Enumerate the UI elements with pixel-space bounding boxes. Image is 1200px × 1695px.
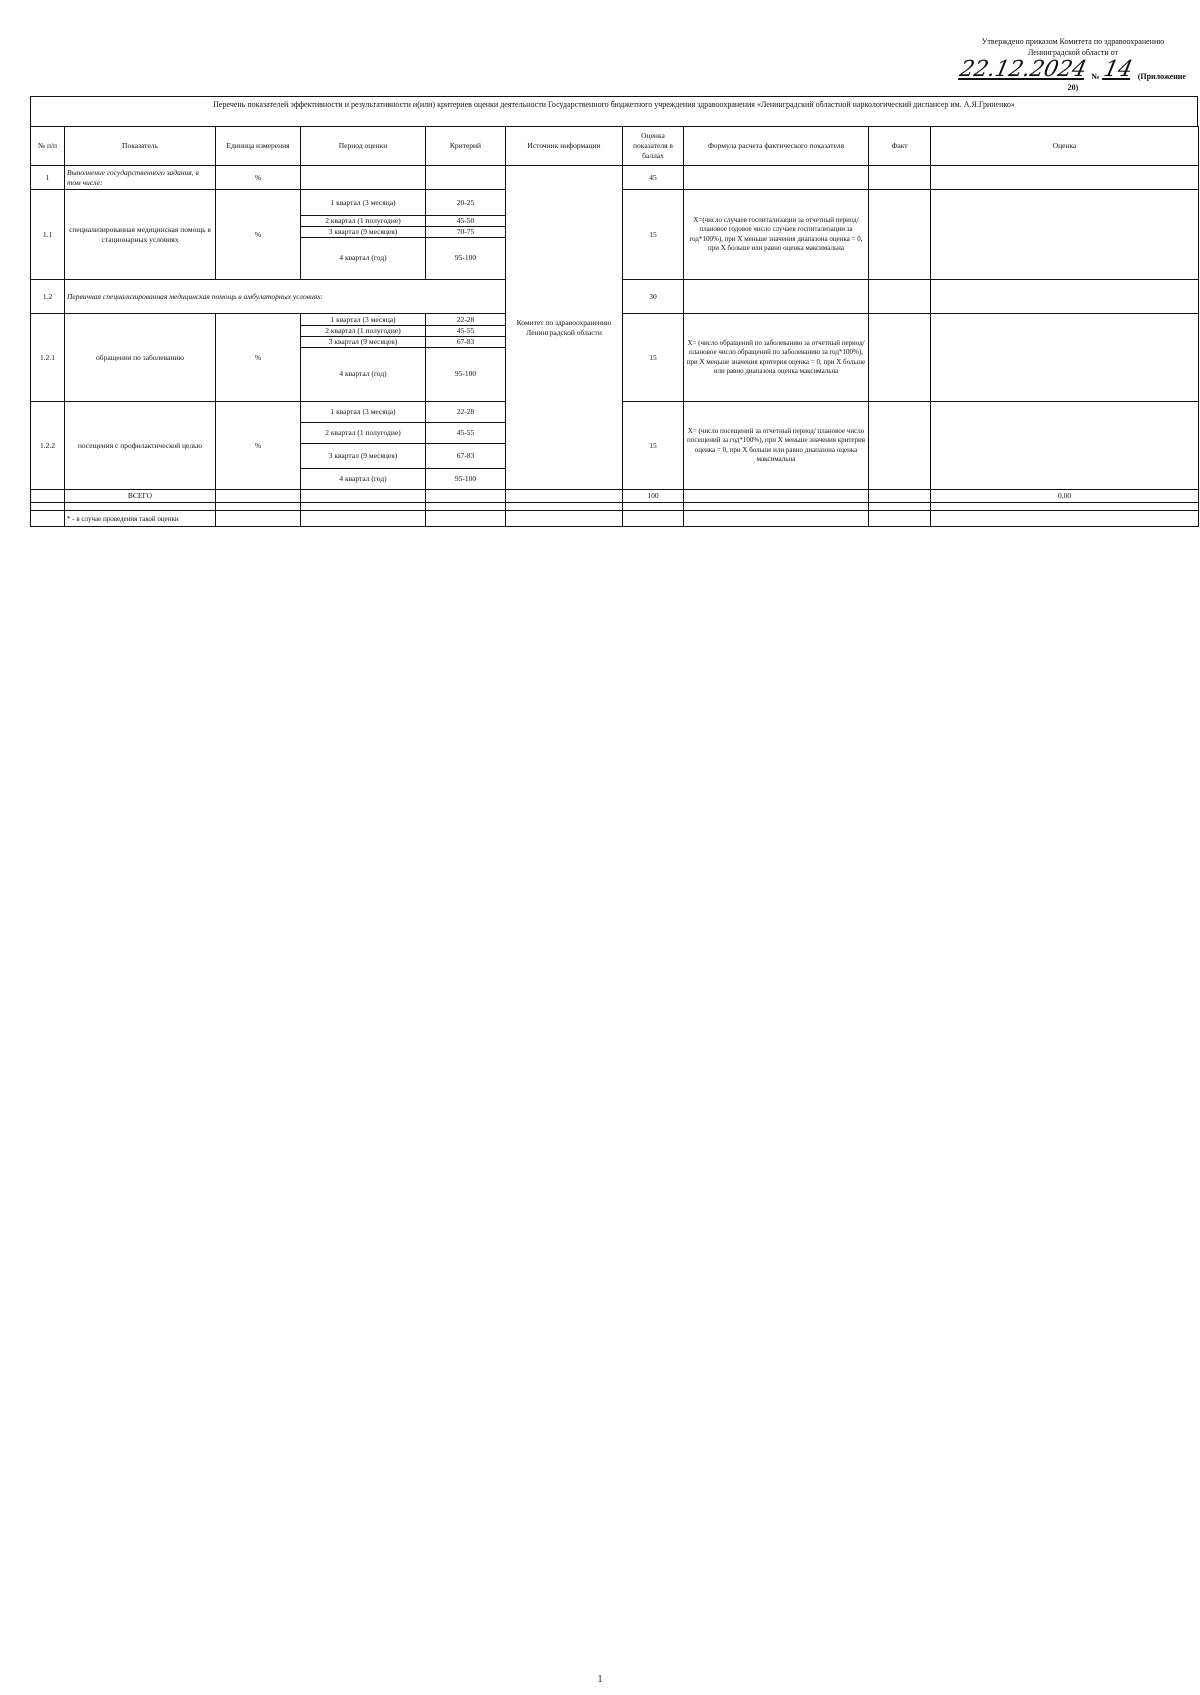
table-header-row	[31, 127, 1199, 166]
approval-line-2: Ленинградской области от	[1027, 48, 1119, 57]
row-indicator: посещения с профилактической целью	[65, 402, 216, 490]
criterion-item: 95-100	[454, 253, 477, 262]
row-period-list	[301, 190, 426, 280]
row-criterion-list	[426, 402, 506, 490]
criterion-item: 45-55	[426, 326, 505, 337]
row-unit: %	[216, 190, 301, 280]
row-num: 1.2	[31, 280, 65, 314]
criterion-item: 67-83	[426, 444, 505, 469]
row-grade	[931, 190, 1199, 280]
indicators-table	[30, 126, 1199, 527]
header-unit: Единица измерения	[216, 127, 301, 166]
period-item: 1 квартал (3 месяца)	[301, 402, 425, 423]
row-num: 1.2.2	[31, 402, 65, 490]
row-num: 1	[31, 166, 65, 190]
spacer-row	[31, 503, 1199, 511]
period-item: 1 квартал (3 месяца)	[301, 191, 425, 216]
approval-annex: (Приложение	[1137, 72, 1186, 81]
approval-stamp	[957, 36, 1186, 93]
criterion-item: 22-28	[426, 402, 505, 423]
row-unit: %	[216, 314, 301, 402]
header-score: Оценка показателя в баллах	[623, 127, 684, 166]
period-item: 1 квартал (3 месяца)	[301, 315, 425, 326]
period-item: 4 квартал (год)	[339, 369, 387, 378]
period-item: 2 квартал (1 полугодие)	[301, 216, 425, 227]
total-row	[31, 490, 1199, 503]
period-item: 2 квартал (1 полугодие)	[301, 326, 425, 337]
row-criterion-list	[426, 190, 506, 280]
row-indicator: Первичная специализированная медицинская помощь в амбулаторных условиях:	[65, 280, 506, 314]
criterion-item: 95-100	[454, 474, 477, 483]
row-fact	[869, 280, 931, 314]
period-item: 3 квартал (9 месяцев)	[301, 444, 425, 469]
page-number: 1	[597, 1674, 603, 1685]
approval-line-1: Утверждено приказом Комитета по здравоохранению	[981, 37, 1165, 46]
row-fact	[869, 314, 931, 402]
approval-number-label: №	[1091, 72, 1100, 81]
criterion-item: 45-50	[426, 216, 505, 227]
period-item: 3 квартал (9 месяцев)	[301, 227, 425, 238]
footnote-row	[31, 511, 1199, 527]
row-formula: Х= (число обращений по заболеванию за отчетный период/ плановое число обращений по заболеванию за год*100%), при Х меньше значения критерия оценка = 0, при Х больше или равно диапазона оценка максимальна	[684, 314, 869, 402]
row-fact	[869, 190, 931, 280]
criterion-item: 22-28	[426, 315, 505, 326]
criterion-item: 95-100	[454, 369, 477, 378]
total-grade: 0,00	[931, 490, 1199, 503]
table-row	[31, 166, 1199, 190]
period-item: 4 квартал (год)	[339, 253, 387, 262]
header-num: № п/п	[31, 127, 65, 166]
footnote: * - в случае проведения такой оценки	[65, 511, 216, 527]
row-criterion-list	[426, 314, 506, 402]
header-criterion: Критерий	[426, 127, 506, 166]
row-score: 30	[623, 280, 684, 314]
period-item: 3 квартал (9 месяцев)	[301, 337, 425, 348]
period-item: 4 квартал (год)	[339, 474, 387, 483]
total-score: 100	[623, 490, 684, 503]
criterion-item: 70-75	[426, 227, 505, 238]
row-fact	[869, 402, 931, 490]
approval-order-row	[957, 57, 1186, 82]
row-score: 15	[623, 402, 684, 490]
header-indicator: Показатель	[65, 127, 216, 166]
approval-number-value: 14	[1101, 57, 1136, 82]
header-formula: Формула расчета фактического показателя	[684, 127, 869, 166]
criterion-item: 45-55	[426, 423, 505, 444]
row-period-list	[301, 314, 426, 402]
row-score: 15	[623, 190, 684, 280]
header-source: Источник информации	[506, 127, 623, 166]
row-unit: %	[216, 166, 301, 190]
row-score: 15	[623, 314, 684, 402]
row-grade	[931, 280, 1199, 314]
criterion-item: 67-83	[426, 337, 505, 348]
row-num: 1.1	[31, 190, 65, 280]
row-formula	[684, 166, 869, 190]
approval-signature-date: 22.12.2024	[957, 57, 1089, 82]
row-indicator: обращения по заболеванию	[65, 314, 216, 402]
approval-annex-number: 20)	[1067, 83, 1079, 92]
row-criterion	[426, 166, 506, 190]
row-formula: Х=(число случаев госпитализации за отчетный период/ плановое годовое число случаев госпитализации за год*100%), при Х меньше значения диапазона оценка = 0, при Х больше или равно оценка максимальна	[684, 190, 869, 280]
row-grade	[931, 166, 1199, 190]
period-item: 2 квартал (1 полугодие)	[301, 423, 425, 444]
row-period	[301, 166, 426, 190]
header-fact: Факт	[869, 127, 931, 166]
row-grade	[931, 402, 1199, 490]
row-formula: Х= (число посещений за отчетный период/ плановое число посещений за год*100%), при Х меньше значения критерия оценка = 0, при Х больше или равно диапазона оценка максимальна	[684, 402, 869, 490]
row-num: 1.2.1	[31, 314, 65, 402]
document-title: Перечень показателей эффективности и результативности и(или) критериев оценки деятельности Государственного бюджетного учреждения здравоохранения «Ленинградский областной наркологический диспансер им. А.Я.Гриненко»	[30, 96, 1198, 126]
header-period: Период оценки	[301, 127, 426, 166]
row-source: Комитет по здравоохранению Ленинградской области	[506, 166, 623, 490]
criterion-item: 20-25	[426, 191, 505, 216]
row-period-list	[301, 402, 426, 490]
row-unit: %	[216, 402, 301, 490]
row-score: 45	[623, 166, 684, 190]
row-indicator: специализированная медицинская помощь в стационарных условиях	[65, 190, 216, 280]
row-indicator: Выполнение государственного задания, в том числе:	[65, 166, 216, 190]
total-label: ВСЕГО	[65, 490, 216, 503]
row-formula	[684, 280, 869, 314]
total-num	[31, 490, 65, 503]
header-grade: Оценка	[931, 127, 1199, 166]
row-fact	[869, 166, 931, 190]
row-grade	[931, 314, 1199, 402]
